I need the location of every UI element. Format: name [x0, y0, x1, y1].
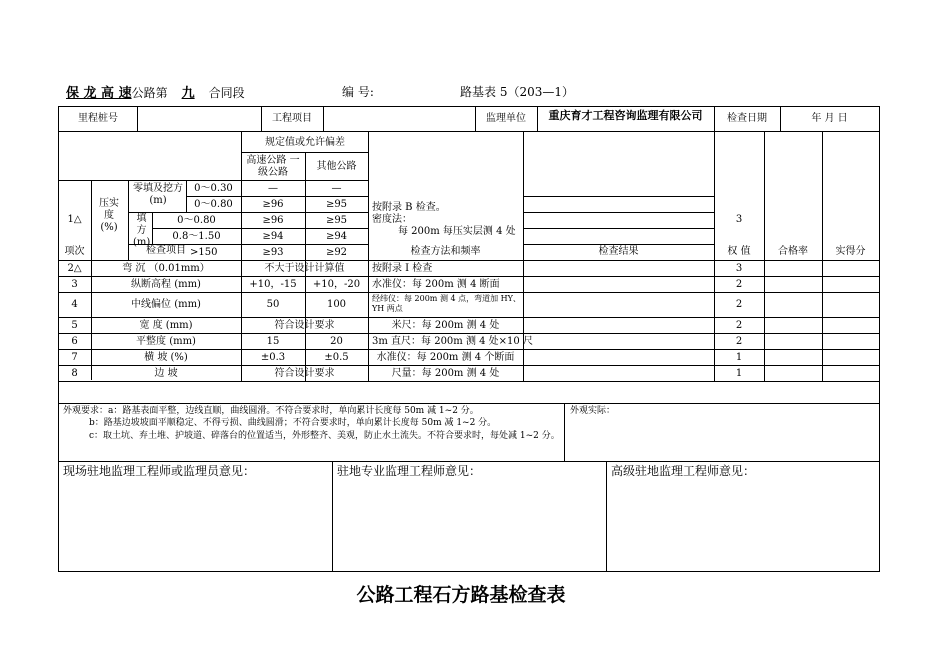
score-header: 实得分	[835, 246, 866, 257]
resident-supervisor-opinion: 驻地专业监理工程师意见：	[337, 464, 482, 478]
method-header: 检查方法和频率	[410, 246, 481, 257]
row-no: 4	[71, 299, 78, 310]
row-item: 纵断高程 (mm)	[131, 279, 201, 290]
fill-label: 填方 (m)	[133, 213, 151, 248]
supervisor-label: 监理单位	[486, 113, 526, 124]
row-method: 3m 直尺：每 200m 测 4 处×10 尺	[372, 336, 533, 347]
row-high: 50	[266, 299, 280, 310]
appearance-req-c: c：取土坑、弃土堆、护坡道、碎落台的位置适当，外形整齐、美观，防止水土流失。不符合要求时，每处减 1~2 分。	[89, 431, 560, 441]
depth-2: 0～0.80	[194, 199, 233, 210]
row-high: ±0.3	[260, 352, 286, 363]
pass-rate-header: 合格率	[778, 246, 808, 257]
road-suffix: 公路第	[131, 86, 168, 100]
date-label: 检查日期	[727, 113, 767, 124]
serial-label: 编 号:	[342, 85, 374, 99]
field-supervisor-opinion: 现场驻地监理工程师或监理员意见：	[63, 464, 256, 478]
row-high: 15	[266, 336, 280, 347]
highway-header: 高速公路 一级公路	[246, 155, 300, 178]
row-method: 米尺：每 200m 测 4 处	[391, 320, 500, 331]
row-method: 尺量：每 200m 测 4 处	[391, 368, 500, 379]
high-3: ≥96	[262, 215, 284, 226]
row-no: 8	[71, 368, 78, 379]
weight-header: 权 值	[727, 246, 751, 257]
compaction-no: 1△	[67, 214, 82, 225]
row-weight: 3	[735, 263, 743, 274]
depth-4: 0.8～1.50	[172, 231, 221, 242]
row-other: +10，-20	[312, 279, 361, 290]
result-header: 检查结果	[598, 246, 639, 257]
row-method: 水准仪：每 200m 测 4 断面	[372, 279, 500, 290]
row-item: 边 坡	[154, 368, 178, 379]
row-no: 5	[71, 320, 78, 331]
supervisor-name: 重庆育才工程咨询监理有限公司	[548, 109, 703, 122]
date-value: 年 月 日	[811, 113, 848, 124]
row-method: 按附录 I 检查	[372, 263, 433, 274]
row-item: 平整度 (mm)	[136, 336, 196, 347]
no-header: 项次	[64, 246, 85, 257]
row-weight: 2	[735, 320, 743, 331]
row-no: 7	[71, 352, 78, 363]
compaction-method-3: 每 200m 每压实层测 4 处	[398, 226, 516, 237]
row-other: ±0.5	[324, 352, 349, 363]
row-weight: 1	[735, 368, 743, 379]
page-title: 公路工程石方路基检查表	[356, 584, 566, 606]
other-4: ≥94	[325, 231, 348, 242]
row-item: 宽 度 (mm)	[139, 320, 193, 331]
row-other: 20	[330, 336, 343, 347]
row-no: 6	[71, 336, 78, 347]
item-header: 检查项目	[146, 245, 186, 256]
row-high: 符合设计要求	[274, 368, 335, 379]
appearance-req-a: 外观要求：a：路基表面平整，边线直顺，曲线圆滑。不符合要求时，单向累计长度每 50m 减 1~2 分。	[63, 406, 479, 416]
tolerance-header: 规定值或允许偏差	[265, 137, 345, 148]
compaction-weight: 3	[735, 214, 743, 225]
row-method: 经纬仪：每 200m 测 4 点，弯道加 HY、YH 两点	[372, 294, 521, 313]
row-item: 弯 沉 （0.01mm）	[122, 263, 210, 274]
row-no: 3	[71, 279, 78, 290]
row-weight: 2	[735, 299, 743, 310]
row-item: 横 坡 (%)	[144, 352, 188, 363]
compaction-method-2: 密度法：	[372, 214, 412, 225]
high-5: ≥93	[262, 247, 284, 258]
project-label: 工程项目	[272, 113, 312, 124]
row-high: 不大于设计计算值	[264, 263, 345, 274]
compaction-label: 压实度 (%)	[99, 198, 119, 233]
row-item: 中线偏位 (mm)	[131, 299, 201, 310]
row-weight: 2	[735, 336, 743, 347]
section-number: 九	[181, 86, 195, 101]
other-road-header: 其他公路	[316, 161, 357, 172]
form-number: 路基表 5（203—1）	[460, 85, 574, 99]
road-name: 保 龙 高 速	[66, 86, 132, 101]
row-weight: 2	[735, 279, 743, 290]
fill-cut-label: 零填及挖方 (m)	[133, 183, 183, 206]
row-high: 符合设计要求	[274, 320, 335, 331]
senior-supervisor-opinion: 高级驻地监理工程师意见：	[611, 464, 756, 478]
row-other: 100	[326, 299, 347, 310]
other-5: ≥92	[325, 247, 348, 258]
row-weight: 1	[735, 352, 743, 363]
high-2: ≥96	[262, 199, 284, 210]
high-1: —	[268, 183, 278, 194]
high-4: ≥94	[262, 231, 284, 242]
depth-5: >150	[190, 247, 218, 258]
appearance-actual-label: 外观实际：	[570, 406, 616, 416]
other-1: —	[331, 183, 342, 194]
depth-3: 0～0.80	[177, 215, 216, 226]
row-no: 2△	[67, 263, 82, 274]
section-suffix: 合同段	[208, 86, 245, 100]
compaction-method-1: 按附录 B 检查。	[372, 202, 446, 213]
row-high: +10，-15	[249, 279, 297, 290]
station-label: 里程桩号	[78, 113, 118, 124]
header-road	[66, 82, 245, 101]
appearance-req-b: b：路基边坡坡面平顺稳定、不得亏损、曲线圆滑；不符合要求时，单向累计长度每 50m 减 1~2 分。	[89, 418, 497, 428]
depth-1: 0～0.30	[194, 183, 233, 194]
other-3: ≥95	[325, 215, 348, 226]
other-2: ≥95	[325, 199, 348, 210]
row-method: 水准仪：每 200m 测 4 个断面	[376, 352, 515, 363]
